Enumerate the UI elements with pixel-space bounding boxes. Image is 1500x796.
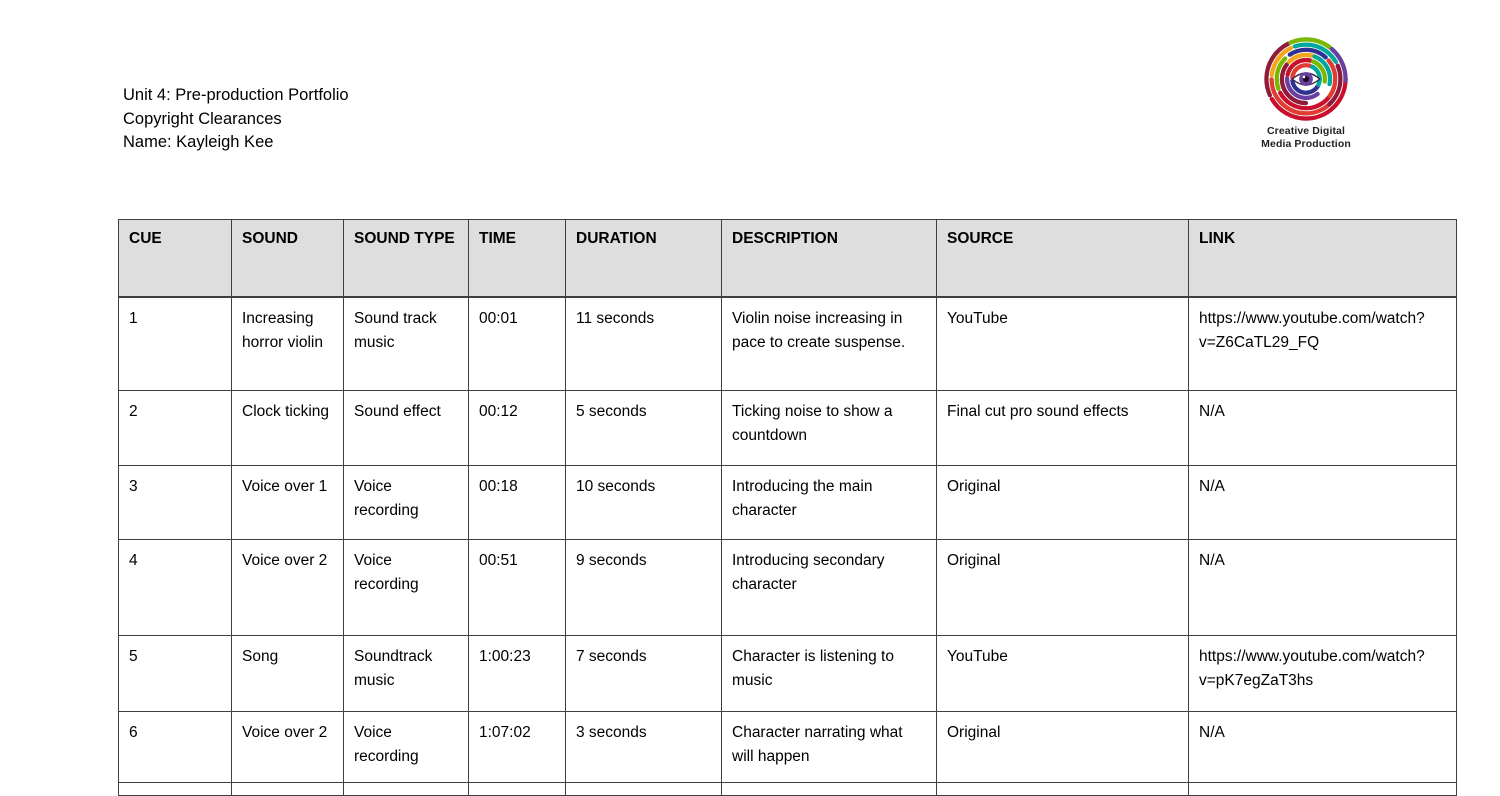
cell-duration: 3 seconds <box>566 712 722 783</box>
brand-logo <box>1246 36 1366 150</box>
cell-link[interactable]: https://www.youtube.com/watch?v=pK7egZaT3hs <box>1189 636 1457 712</box>
cell-duration: 10 seconds <box>566 466 722 540</box>
table-header-row <box>119 220 1457 298</box>
table-row <box>119 466 1457 540</box>
cell-cue: 1 <box>119 297 232 391</box>
cell-sound-type: Voice recording <box>344 540 469 636</box>
cell-link: N/A <box>1189 540 1457 636</box>
cell-cue: 6 <box>119 712 232 783</box>
header-line-name: Name: Kayleigh Kee <box>123 133 274 151</box>
header-line-unit: Unit 4: Pre-production Portfolio <box>123 86 349 104</box>
creative-digital-media-production-eye-icon <box>1263 36 1349 122</box>
table-row <box>119 636 1457 712</box>
cell-source: Original <box>937 712 1189 783</box>
cell-source: YouTube <box>937 636 1189 712</box>
cell-sound: Increasing horror violin <box>232 297 344 391</box>
cell-link <box>1189 783 1457 796</box>
cell-time: 1:07:02 <box>469 712 566 783</box>
table-row <box>119 712 1457 783</box>
column-header-sound-type: SOUND TYPE <box>344 220 469 298</box>
eye-glyph <box>1292 72 1320 86</box>
logo-caption-line1: Creative Digital <box>1266 125 1346 137</box>
cell-duration: 9 seconds <box>566 540 722 636</box>
cell-time: 00:51 <box>469 540 566 636</box>
cell-link: N/A <box>1189 712 1457 783</box>
table-row <box>119 391 1457 466</box>
cell-description: Introducing secondary character <box>722 540 937 636</box>
column-header-duration: DURATION <box>566 220 722 298</box>
cell-duration <box>566 783 722 796</box>
cell-sound-type: Sound track music <box>344 297 469 391</box>
column-header-source: SOURCE <box>937 220 1189 298</box>
cell-sound: Voice over 2 <box>232 540 344 636</box>
cell-cue: 5 <box>119 636 232 712</box>
column-header-time: TIME <box>469 220 566 298</box>
document-header <box>123 84 349 155</box>
cell-cue: 3 <box>119 466 232 540</box>
cell-description: Character is listening to music <box>722 636 937 712</box>
cell-source: Original <box>937 540 1189 636</box>
cell-sound-type: Voice recording <box>344 712 469 783</box>
cell-description: Violin noise increasing in pace to create suspense. <box>722 297 937 391</box>
column-header-cue: CUE <box>119 220 232 298</box>
copyright-clearance-table <box>118 219 1457 796</box>
cell-time: 00:01 <box>469 297 566 391</box>
cell-description: Ticking noise to show a countdown <box>722 391 937 466</box>
cell-duration: 5 seconds <box>566 391 722 466</box>
cell-description: Character narrating what will happen <box>722 712 937 783</box>
cell-source: Final cut pro sound effects <box>937 391 1189 466</box>
column-header-link: LINK <box>1189 220 1457 298</box>
table-row <box>119 783 1457 796</box>
cell-sound-type: Voice recording <box>344 466 469 540</box>
cell-time: 00:12 <box>469 391 566 466</box>
cell-source: Original <box>937 466 1189 540</box>
cell-description: Introducing the main character <box>722 466 937 540</box>
logo-caption <box>1246 125 1366 150</box>
cell-sound: Voice over 1 <box>232 466 344 540</box>
header-line-subject: Copyright Clearances <box>123 109 282 128</box>
cell-source: YouTube <box>937 297 1189 391</box>
cell-time <box>469 783 566 796</box>
cell-link: N/A <box>1189 466 1457 540</box>
table-row <box>119 297 1457 391</box>
column-header-sound: SOUND <box>232 220 344 298</box>
cell-cue: 2 <box>119 391 232 466</box>
logo-caption-line2: Media Production <box>1261 137 1351 150</box>
cell-sound-type: Sound effect <box>344 391 469 466</box>
cell-link: N/A <box>1189 391 1457 466</box>
cell-time: 1:00:23 <box>469 636 566 712</box>
cell-time: 00:18 <box>469 466 566 540</box>
cell-cue: 4 <box>119 540 232 636</box>
cell-cue <box>119 783 232 796</box>
table-row <box>119 540 1457 636</box>
cell-sound: Song <box>232 636 344 712</box>
column-header-description: DESCRIPTION <box>722 220 937 298</box>
cell-sound <box>232 783 344 796</box>
cell-description <box>722 783 937 796</box>
cell-source <box>937 783 1189 796</box>
cell-duration: 7 seconds <box>566 636 722 712</box>
cell-sound-type: Soundtrack music <box>344 636 469 712</box>
cell-link[interactable]: https://www.youtube.com/watch?v=Z6CaTL29_FQ <box>1189 297 1457 391</box>
cell-sound-type <box>344 783 469 796</box>
cell-sound: Clock ticking <box>232 391 344 466</box>
cell-sound: Voice over 2 <box>232 712 344 783</box>
cell-duration: 11 seconds <box>566 297 722 391</box>
